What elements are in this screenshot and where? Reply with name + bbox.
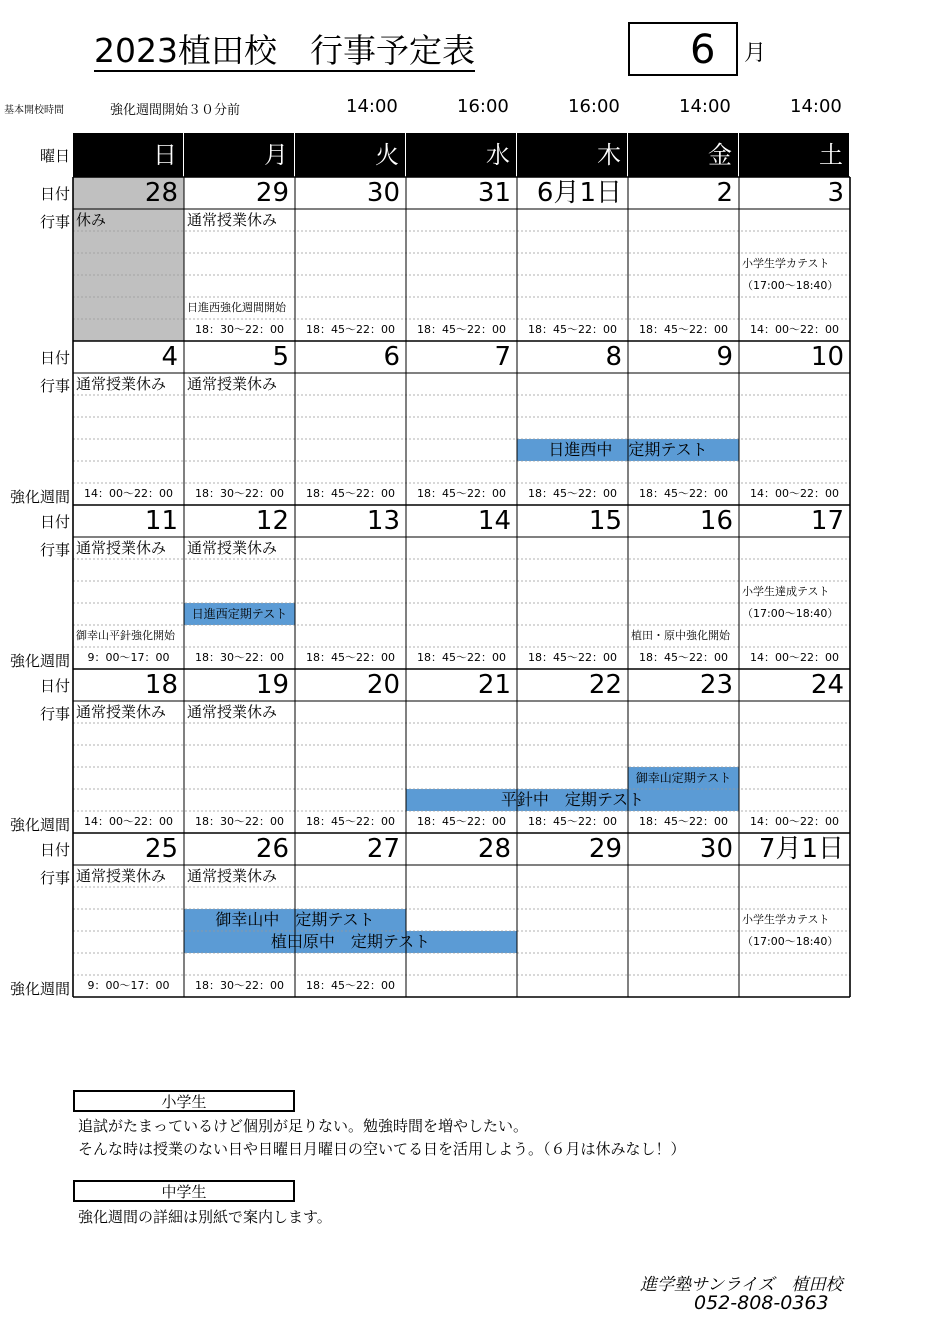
test-period-bar: 日進西定期テスト	[184, 603, 295, 625]
hours-text: 9：00～17：00	[87, 979, 170, 992]
date-cell: 5	[272, 342, 289, 372]
small-note: 植田・原中強化開始	[631, 629, 730, 642]
page-title: 2023植田校 行事予定表	[94, 31, 475, 70]
weekday-6: 土	[739, 133, 850, 177]
small-note: （17:00～18:40）	[742, 935, 839, 948]
date-cell: 29	[255, 178, 289, 208]
hours-text: 18：45～22：00	[528, 487, 617, 500]
hours-text: 18：45～22：00	[639, 651, 728, 664]
event-text: 通常授業休み	[187, 539, 278, 557]
event-text: 通常授業休み	[187, 703, 278, 721]
date-cell: 6月1日	[536, 178, 622, 208]
date-cell: 31	[477, 178, 511, 208]
month-label: 月	[744, 41, 767, 66]
hours-text: 18：45～22：00	[306, 651, 395, 664]
event-row-label-4: 行事	[39, 869, 70, 887]
date-row-label-4: 日付	[39, 841, 70, 859]
test-period-bar: 御幸山定期テスト	[628, 767, 739, 789]
date-cell: 24	[810, 670, 844, 700]
event-text: 通常授業休み	[187, 211, 278, 229]
date-cell: 9	[716, 342, 733, 372]
date-cell: 2	[716, 178, 733, 208]
intensive-row-label-3: 強化週間	[9, 816, 70, 834]
date-row-label-0: 日付	[39, 185, 70, 203]
event-text: 通常授業休み	[76, 867, 167, 885]
small-note: 御幸山平針強化開始	[76, 629, 175, 642]
hours-text: 18：30～22：00	[195, 323, 284, 336]
date-cell: 28	[144, 178, 178, 208]
hours-text: 9：00～17：00	[87, 651, 170, 664]
date-cell: 21	[477, 670, 511, 700]
hours-text: 18：45～22：00	[417, 651, 506, 664]
event-row-label-2: 行事	[39, 541, 70, 559]
hours-text: 14：00～22：00	[84, 815, 173, 828]
hours-text: 18：45～22：00	[639, 487, 728, 500]
hours-text: 18：45～22：00	[417, 323, 506, 336]
event-row-label-3: 行事	[39, 705, 70, 723]
date-row-label-2: 日付	[39, 513, 70, 531]
date-cell: 12	[255, 506, 289, 536]
date-cell: 13	[366, 506, 400, 536]
footer-school: 進学塾サンライズ 植田校	[640, 1275, 843, 1295]
hours-text: 18：45～22：00	[306, 487, 395, 500]
hours-text: 18：45～22：00	[639, 323, 728, 336]
weekday-5: 金	[628, 133, 739, 177]
elementary-note-2: そんな時は授業のない日や日曜日月曜日の空いてる日を活用しよう。（６月は休みなし！）	[78, 1140, 686, 1158]
date-cell: 7	[494, 342, 511, 372]
date-cell: 8	[605, 342, 622, 372]
date-cell: 19	[255, 670, 289, 700]
event-row-label-0: 行事	[39, 213, 70, 231]
elementary-label: 小学生	[73, 1090, 295, 1112]
test-period-bar: 日進西中 定期テスト	[517, 439, 739, 461]
date-cell: 18	[144, 670, 178, 700]
event-text: 通常授業休み	[76, 539, 167, 557]
hours-text: 18：45～22：00	[306, 323, 395, 336]
hours-text: 18：45～22：00	[306, 815, 395, 828]
date-cell: 10	[810, 342, 844, 372]
middle-label: 中学生	[73, 1180, 295, 1202]
weekday-3: 水	[406, 133, 517, 177]
date-row-label-1: 日付	[39, 349, 70, 367]
hours-text: 18：45～22：00	[417, 815, 506, 828]
date-cell: 14	[477, 506, 511, 536]
event-text: 通常授業休み	[76, 703, 167, 721]
test-period-bar: 植田原中 定期テスト	[184, 931, 517, 953]
hours-text: 14：00～22：00	[750, 323, 839, 336]
event-text: 通常授業休み	[187, 375, 278, 393]
hours-text: 18：45～22：00	[528, 815, 617, 828]
small-note: 小学生学カテスト	[742, 913, 830, 926]
date-cell: 3	[827, 178, 844, 208]
open-time-sat: 14:00	[790, 96, 842, 117]
date-cell: 27	[366, 834, 400, 864]
test-period-bar: 平針中 定期テスト	[406, 789, 739, 811]
weekday-4: 木	[517, 133, 628, 177]
intensive-row-label-2: 強化週間	[9, 652, 70, 670]
date-cell: 29	[588, 834, 622, 864]
hours-text: 18：30～22：00	[195, 979, 284, 992]
hours-text: 18：45～22：00	[528, 651, 617, 664]
weekday-2: 火	[295, 133, 406, 177]
hours-text: 18：30～22：00	[195, 815, 284, 828]
hours-text: 18：45～22：00	[639, 815, 728, 828]
hours-text: 14：00～22：00	[750, 815, 839, 828]
weekday-0: 日	[73, 133, 184, 177]
event-text: 休み	[76, 211, 107, 229]
hours-text: 14：00～22：00	[84, 487, 173, 500]
date-row-label-3: 日付	[39, 677, 70, 695]
open-time-tue: 14:00	[346, 96, 398, 117]
small-note: 日進西強化週間開始	[187, 301, 286, 314]
hours-text: 18：30～22：00	[195, 487, 284, 500]
small-note: （17:00～18:40）	[742, 279, 839, 292]
date-cell: 22	[588, 670, 622, 700]
open-time-thu: 16:00	[568, 96, 620, 117]
date-cell: 11	[144, 506, 178, 536]
middle-note-1: 強化週間の詳細は別紙で案内します。	[78, 1208, 332, 1226]
open-time-fri: 14:00	[679, 96, 731, 117]
date-cell: 20	[366, 670, 400, 700]
elementary-note-1: 追試がたまっているけど個別が足りない。勉強時間を増やしたい。	[78, 1117, 529, 1135]
date-cell: 6	[383, 342, 400, 372]
event-text: 通常授業休み	[76, 375, 167, 393]
open-time-wed: 16:00	[457, 96, 509, 117]
date-cell: 30	[699, 834, 733, 864]
footer-phone: 052-808-0363	[694, 1292, 829, 1314]
hours-text: 18：45～22：00	[417, 487, 506, 500]
intensive-row-label-1: 強化週間	[9, 488, 70, 506]
date-cell: 30	[366, 178, 400, 208]
date-cell: 4	[161, 342, 178, 372]
event-text: 通常授業休み	[187, 867, 278, 885]
weekday-1: 月	[184, 133, 295, 177]
start-time-label: 基本開校時間	[4, 105, 64, 116]
weekday-row-label: 曜日	[39, 147, 70, 165]
month-box	[628, 22, 738, 76]
small-note: 小学生学カテスト	[742, 257, 830, 270]
date-cell: 16	[699, 506, 733, 536]
event-row-label-1: 行事	[39, 377, 70, 395]
test-period-bar: 御幸山中 定期テスト	[184, 909, 406, 931]
month-number: 6	[690, 27, 716, 73]
date-cell: 25	[144, 834, 178, 864]
date-cell: 7月1日	[758, 834, 844, 864]
hours-text: 18：45～22：00	[528, 323, 617, 336]
date-cell: 17	[810, 506, 844, 536]
intensive-row-label-4: 強化週間	[9, 980, 70, 998]
hours-text: 14：00～22：00	[750, 487, 839, 500]
date-cell: 26	[255, 834, 289, 864]
intensive-note: 強化週間開始３０分前	[110, 103, 241, 118]
hours-text: 18：45～22：00	[306, 979, 395, 992]
small-note: 小学生達成テスト	[742, 585, 830, 598]
date-cell: 15	[588, 506, 622, 536]
date-cell: 28	[477, 834, 511, 864]
hours-text: 18：30～22：00	[195, 651, 284, 664]
hours-text: 14：00～22：00	[750, 651, 839, 664]
small-note: （17:00～18:40）	[742, 607, 839, 620]
date-cell: 23	[699, 670, 733, 700]
